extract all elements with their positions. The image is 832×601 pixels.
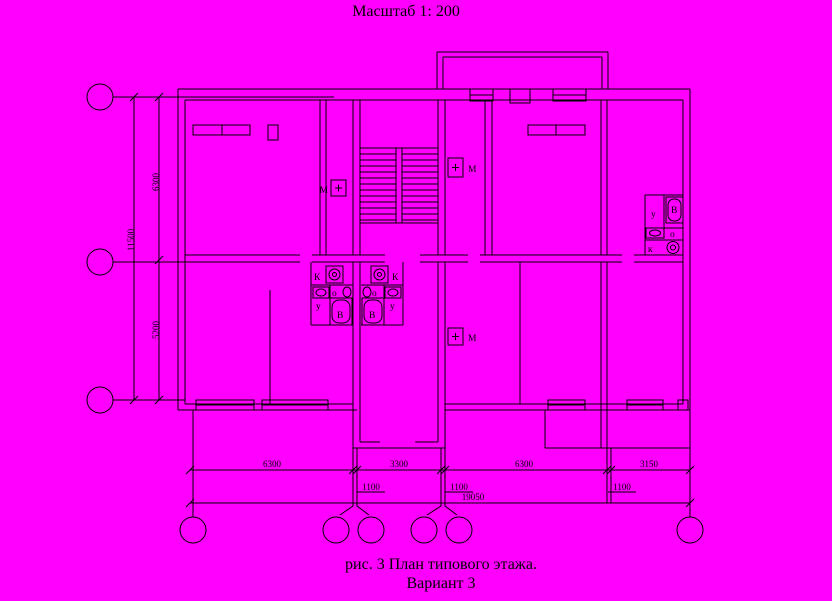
dim-bottom-small-1: 1100: [362, 482, 380, 492]
dim-bottom-small-3: 1100: [613, 482, 631, 492]
dim-left-upper: 6300: [151, 173, 161, 191]
windows: [193, 89, 688, 410]
unit-right-sink-label: у: [390, 302, 395, 312]
dim-bottom-segment-4: 3150: [640, 459, 658, 469]
chute-right-label: М: [468, 165, 477, 175]
unit-side-toilet-label: о: [670, 230, 675, 240]
unit-side-sink-label: у: [651, 210, 656, 220]
unit-left-kitchen-label: К: [314, 273, 321, 283]
dim-left-lower: 5200: [151, 321, 161, 339]
dim-bottom-small-2: 1100: [450, 482, 468, 492]
dimension-texts: [126, 173, 659, 503]
walls: [178, 52, 690, 448]
unit-right-bath-label: В: [369, 311, 376, 321]
scale-title: Масштаб 1: 200: [352, 3, 460, 20]
dim-bottom-segment-3: 6300: [515, 459, 533, 469]
dim-bottom-segment-1: 6300: [263, 459, 281, 469]
unit-left-toilet-label: о: [332, 289, 337, 299]
staircase: [360, 148, 438, 223]
unit-side-bath-label: В: [671, 206, 678, 216]
figure-caption: рис. 3 План типового этажа.: [345, 556, 537, 573]
chute-lower-label: М: [468, 334, 477, 344]
dim-bottom-total: 19050: [461, 492, 485, 502]
dim-bottom-segment-2: 3300: [390, 459, 408, 469]
unit-side-kitchen-label: к: [648, 245, 653, 255]
sanitary-unit-right: [361, 262, 403, 325]
chute-left-label: М: [319, 186, 328, 196]
unit-right-kitchen-label: К: [392, 273, 399, 283]
unit-right-toilet-label: о: [372, 289, 377, 299]
variant-caption: Вариант 3: [406, 575, 476, 592]
unit-left-sink-label: у: [316, 302, 321, 312]
dim-left-total: 11500: [126, 228, 136, 252]
unit-left-bath-label: В: [337, 311, 344, 321]
chute-boxes: [331, 158, 463, 345]
